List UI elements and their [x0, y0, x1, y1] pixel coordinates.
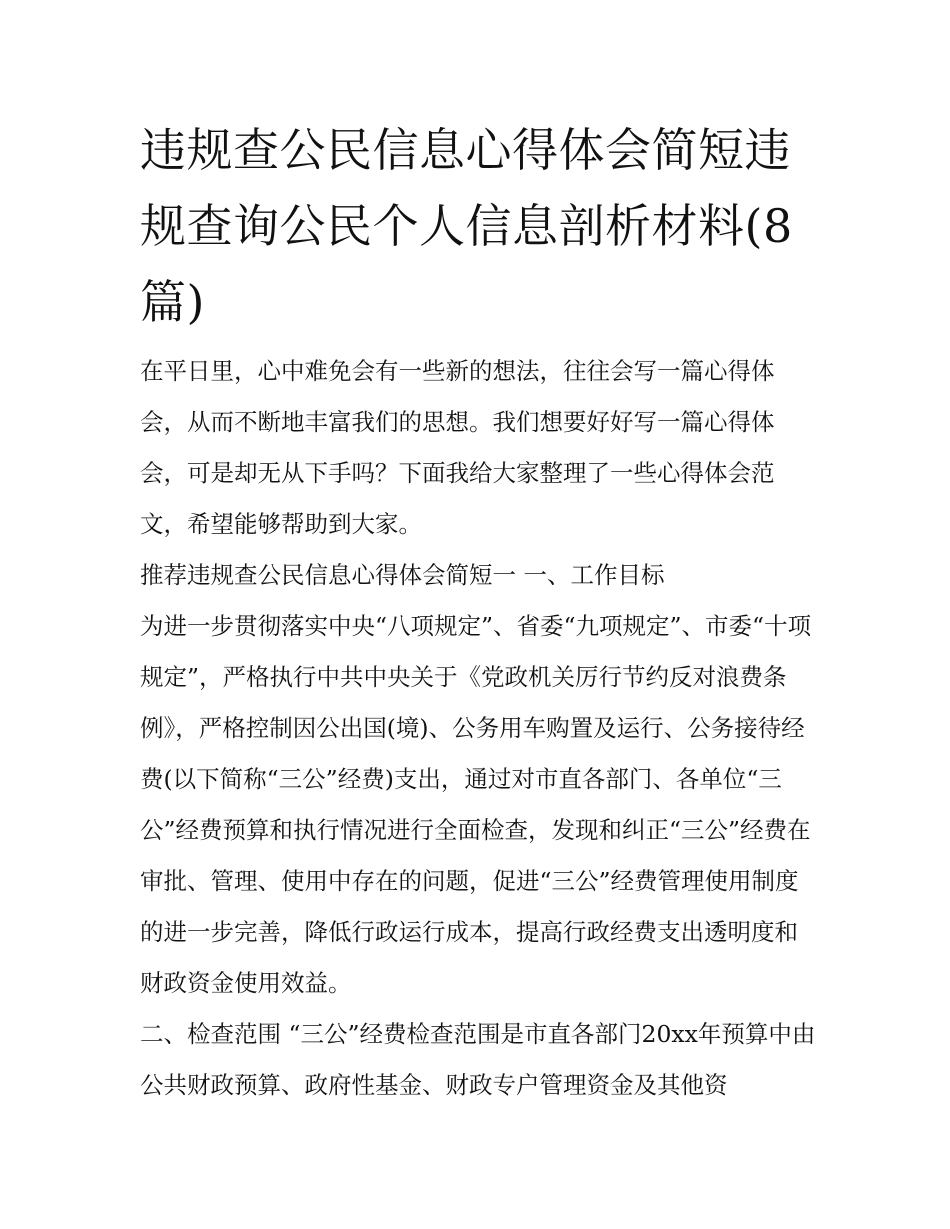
paragraph-section-heading: 推荐违规查公民信息心得体会简短一 一、工作目标 — [140, 561, 665, 589]
document-body — [140, 112, 820, 1111]
paragraph-inspection-scope: 二、检查范围 “三公”经费检查范围是市直各部门20xx年预算中由公共财政预算、政府性基金、财政专户管理资金及其他资 — [140, 1020, 816, 1099]
document-title: 违规查公民信息心得体会简短违规查询公民个人信息剖析材料(8篇) — [140, 123, 793, 329]
paragraph-work-goal: 为进一步贯彻落实中央“八项规定”、省委“九项规定”、市委“十项规定”，严格执行中共中央关于《党政机关厉行节约反对浪费条例》，严格控制因公出国(境)、公务用车购置及运行、公务接待经费(以下简称“三公”经费)支出，通过对市直各部门、各单位“三公”经费预算和执行情况进行全面检查，发现和纠正“三公”经费在审批、管理、使用中存在的问题，促进“三公”经费管理使用制度的进一步完善，降低行政运行成本，提高行政经费支出透明度和财政资金使用效益。 — [140, 612, 812, 997]
paragraph-intro: 在平日里，心中难免会有一些新的想法，往往会写一篇心得体会，从而不断地丰富我们的思想。我们想要好好写一篇心得体会，可是却无从下手吗？下面我给大家整理了一些心得体会范文，希望能够帮助到大家。 — [140, 357, 775, 538]
